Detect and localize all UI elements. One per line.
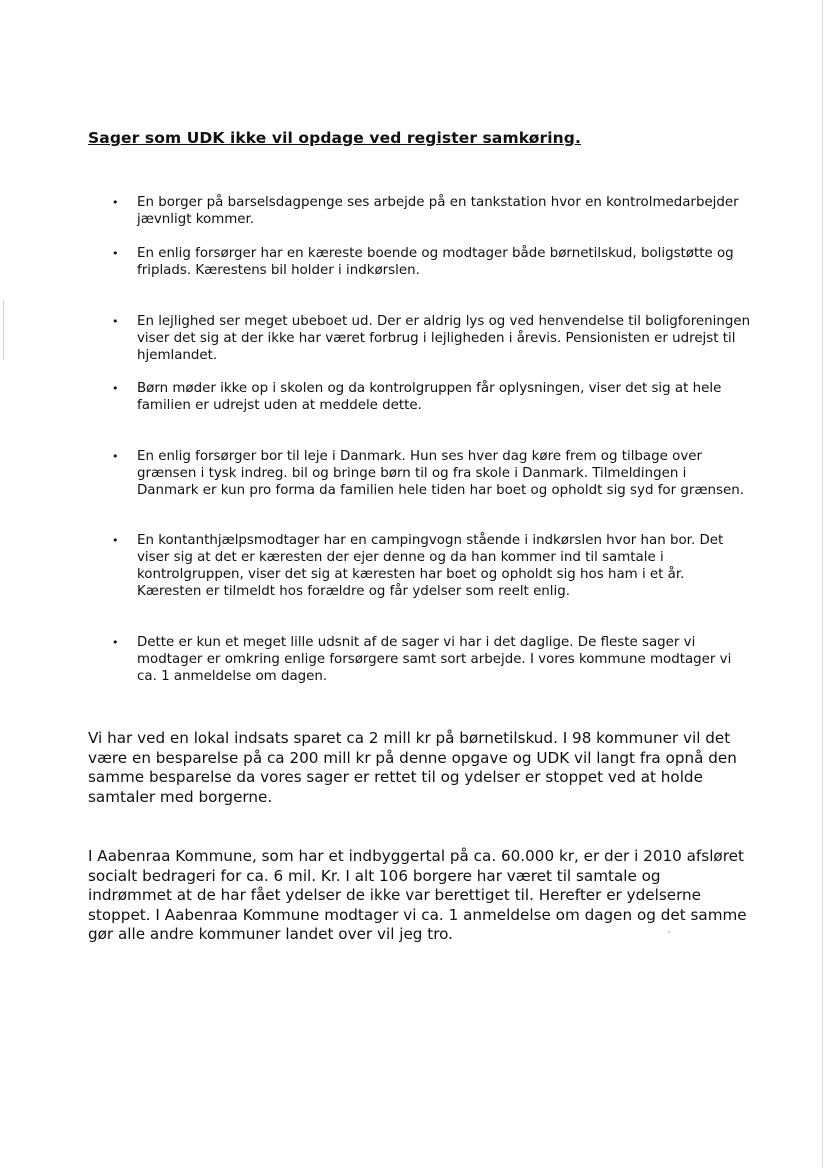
list-item [112, 634, 752, 685]
list-item [112, 380, 752, 414]
list-item-text: Dette er kun et meget lille udsnit af de sager vi har i det daglige. De fleste sager vi modtager er omkring enlige forsørgere samt sort arbejde. I vores kommune modtager vi ca. 1 anmeldelse om dagen. [137, 635, 732, 684]
bullet-icon: • [112, 247, 119, 260]
list-item-text: En borger på barselsdagpenge ses arbejde på en tankstation hvor en kontrolmedarbejder jævnligt kommer. [137, 195, 739, 227]
list-item-text: En kontanthjælpsmodtager har en campingvogn stående i indkørslen hvor han bor. Det viser sig at det er kæresten der ejer denne og da han kommer ind til samtale i kontrolgruppen, viser det sig at kæresten har boet og opholdt sig hos ham i et år. Kæresten er tilmeldt hos forældre og får ydelser som reelt enlig. [137, 533, 724, 599]
list-item-text: En enlig forsørger har en kæreste boende og modtager både børnetilskud, boligstøtte og friplads. Kærestens bil holder i indkørslen. [137, 246, 734, 278]
list-item-text: Børn møder ikke op i skolen og da kontrolgruppen får oplysningen, viser det sig at hele familien er udrejst uden at meddele dette. [137, 381, 722, 413]
list-item [112, 245, 752, 279]
bullet-icon: • [112, 382, 119, 395]
list-item [112, 532, 752, 600]
bullet-icon: • [112, 196, 119, 209]
scan-edge-mark [3, 300, 4, 360]
bullet-icon: • [112, 534, 119, 547]
list-item [112, 448, 752, 499]
savings-paragraph: Vi har ved en lokal indsats sparet ca 2 mill kr på børnetilskud. I 98 kommuner vil det være en besparelse på ca 200 mill kr på denne opgave og UDK vil langt fra opnå den samme besparelse da vores sager er rettet til og ydelser er stoppet ved at holde samtaler med borgerne. [88, 729, 737, 806]
list-item-text: En enlig forsørger bor til leje i Danmark. Hun ses hver dag køre frem og tilbage over grænsen i tysk indreg. bil og bringe børn til og fra skole i Danmark. Tilmeldingen i Danmark er kun pro forma da familien hele tiden har boet og opholdt sig syd for grænsen. [137, 449, 744, 498]
document-heading: Sager som UDK ikke vil opdage ved register samkøring. [88, 129, 581, 147]
bullet-icon: • [112, 315, 119, 328]
list-item [112, 313, 752, 364]
list-item [112, 194, 752, 228]
list-item-text: En lejlighed ser meget ubeboet ud. Der er aldrig lys og ved henvendelse til boligforeningen viser det sig at der ikke har været forbrug i lejligheden i årevis. Pensionisten er udrejst til hjemlandet. [137, 314, 751, 363]
scan-speck [668, 931, 670, 933]
scan-edge [822, 0, 823, 1168]
bullet-icon: • [112, 636, 119, 649]
aabenraa-paragraph: I Aabenraa Kommune, som har et indbyggertal på ca. 60.000 kr, er der i 2010 afsløret socialt bedrageri for ca. 6 mil. Kr. I alt 106 borgere har været til samtale og indrømmet at de har fået ydelser de ikke var berettiget til. Herefter er ydelserne stoppet. I Aabenraa Kommune modtager vi ca. 1 anmeldelse om dagen og det samme gør alle andre kommuner landet over vil jeg tro. [88, 847, 747, 943]
bullet-icon: • [112, 450, 119, 463]
